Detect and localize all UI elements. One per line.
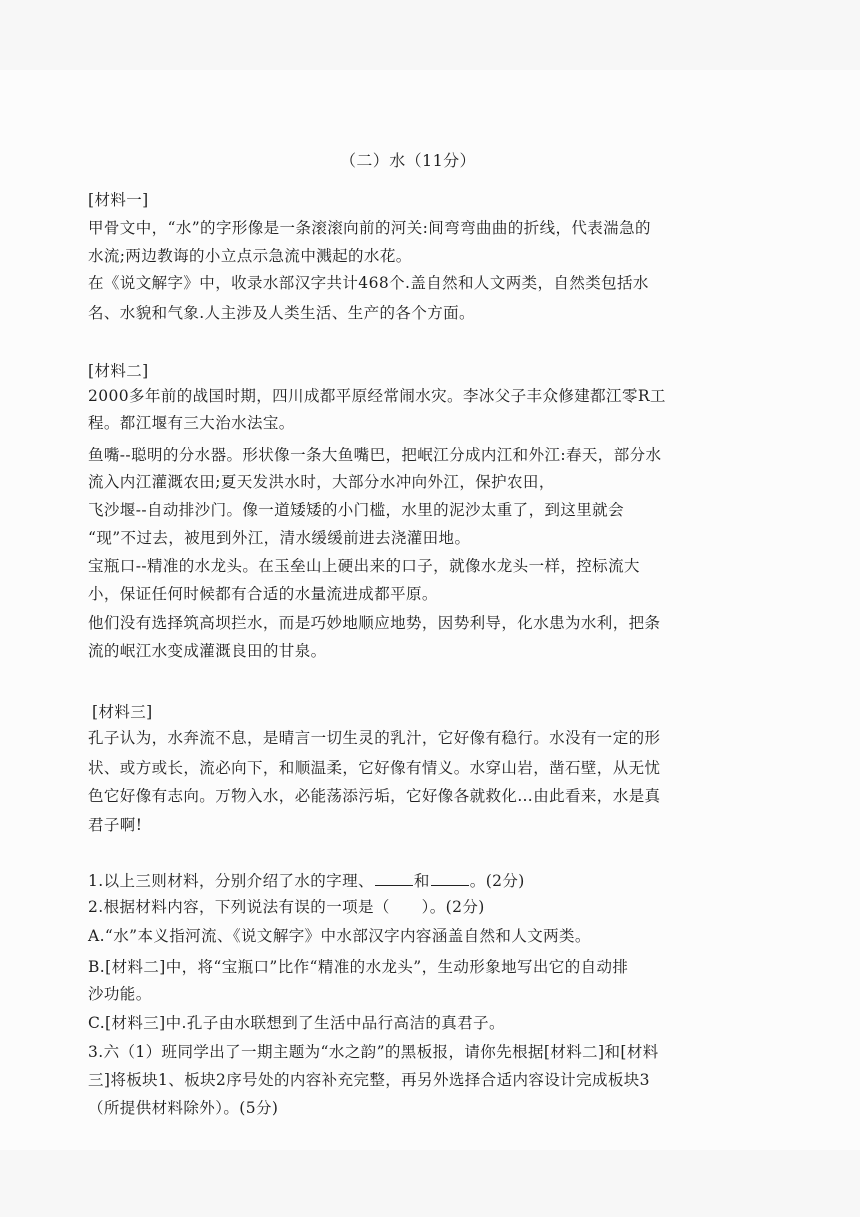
material1-label: [材料一] [88, 191, 149, 209]
question-3-line: 三]将板块1、板块2序号处的内容补充完整，再另外选择合适内容设计完成板块3 [88, 1071, 650, 1089]
material3-line: 状、或方或长，流必向下，和顺温柔，它好像有情义。水穿山岩，凿石壁，从无忧 [88, 759, 661, 777]
question-2-option-a: A.“水”本义指河流、《说文解字》中水部汉字内容涵盖自然和人文两类。 [88, 927, 591, 945]
material2-line: 宝瓶口--精准的水龙头。在玉垒山上硬出来的口子，就像水龙头一样，控标流大 [88, 557, 640, 575]
material3-line: 君子啊! [88, 816, 143, 834]
question-2-stem: 2.根据材料内容，下列说法有误的一项是（ ）。(2分) [88, 898, 485, 916]
material2-line: 小，保证任何时候都有合适的水量流进成都平原。 [88, 585, 438, 603]
question-1-score: 。(2分) [469, 872, 525, 890]
material1-line: 名、水貌和气象.人主涉及人类生活、生产的各个方面。 [88, 304, 475, 322]
question-3-line: 3.六（1）班同学出了一期主题为“水之韵”的黑板报，请你先根据[材料二]和[材料 [88, 1043, 659, 1061]
material2-line: 2000多年前的战国时期，四川成都平原经常闹水灾。李冰父子丰众修建都江零R工 [88, 387, 666, 405]
material1-line: 甲骨文中，“水”的字形像是一条滚滚向前的河关:间弯弯曲曲的折线，代表湍急的 [88, 219, 651, 237]
material2-line: 他们没有选择筑高坝拦水，而是巧妙地顺应地势，因势利导，化水患为水利，把条 [88, 614, 661, 632]
question-1 [88, 870, 525, 892]
material2-label: [材料二] [88, 362, 149, 380]
material2-line: 飞沙堰--自动排沙门。像一道矮矮的小门槛，水里的泥沙太重了，到这里就会 [88, 501, 624, 519]
material2-line: “现”不过去，被甩到外江，清水缓缓前进去浇灌田地。 [88, 529, 471, 547]
question-1-text: 1.以上三则材料，分别介绍了水的字理、 [88, 872, 374, 890]
material2-line: 鱼嘴--聪明的分水器。形状像一条大鱼嘴巴，把岷江分成内江和外江:春天，部分水 [88, 446, 662, 464]
material2-line: 流的岷江水变成灌溉良田的甘泉。 [88, 642, 327, 660]
material2-line: 程。都江堰有三大治水法宝。 [88, 414, 295, 432]
section-title: （二）水（11分） [340, 151, 476, 170]
material1-line: 水流;两边教诲的小立点示急流中溅起的水花。 [88, 247, 412, 265]
material1-line: 在《说文解字》中，收录水部汉字共计468个.盖自然和人文两类，自然类包括水 [88, 274, 649, 292]
question-3-line: （所提供材料除外）。(5分) [88, 1099, 279, 1117]
material3-line: 孔子认为，水奔流不息，是晴言一切生灵的乳汁，它好像有稳行。水没有一定的形 [88, 729, 661, 747]
answer-blank-1[interactable] [375, 870, 413, 886]
material3-label: [材料三] [92, 703, 153, 721]
question-2-option-b-cont: 沙功能。 [88, 985, 152, 1003]
material3-line: 色它好像有志向。万物入水，必能荡添污垢，它好像各就救化…由此看来，水是真 [88, 787, 661, 805]
material2-line: 流入内江灌溉农田;夏天发洪水时，大部分水冲向外江，保护农田， [88, 473, 555, 491]
question-2-option-c: C.[材料三]中.孔子由水联想到了生活中品行高洁的真君子。 [88, 1014, 505, 1032]
question-2-option-b: B.[材料二]中，将“宝瓶口”比作“精准的水龙头”，生动形象地写出它的自动排 [88, 958, 629, 976]
answer-blank-2[interactable] [431, 870, 469, 886]
question-1-connector: 和 [413, 872, 430, 890]
